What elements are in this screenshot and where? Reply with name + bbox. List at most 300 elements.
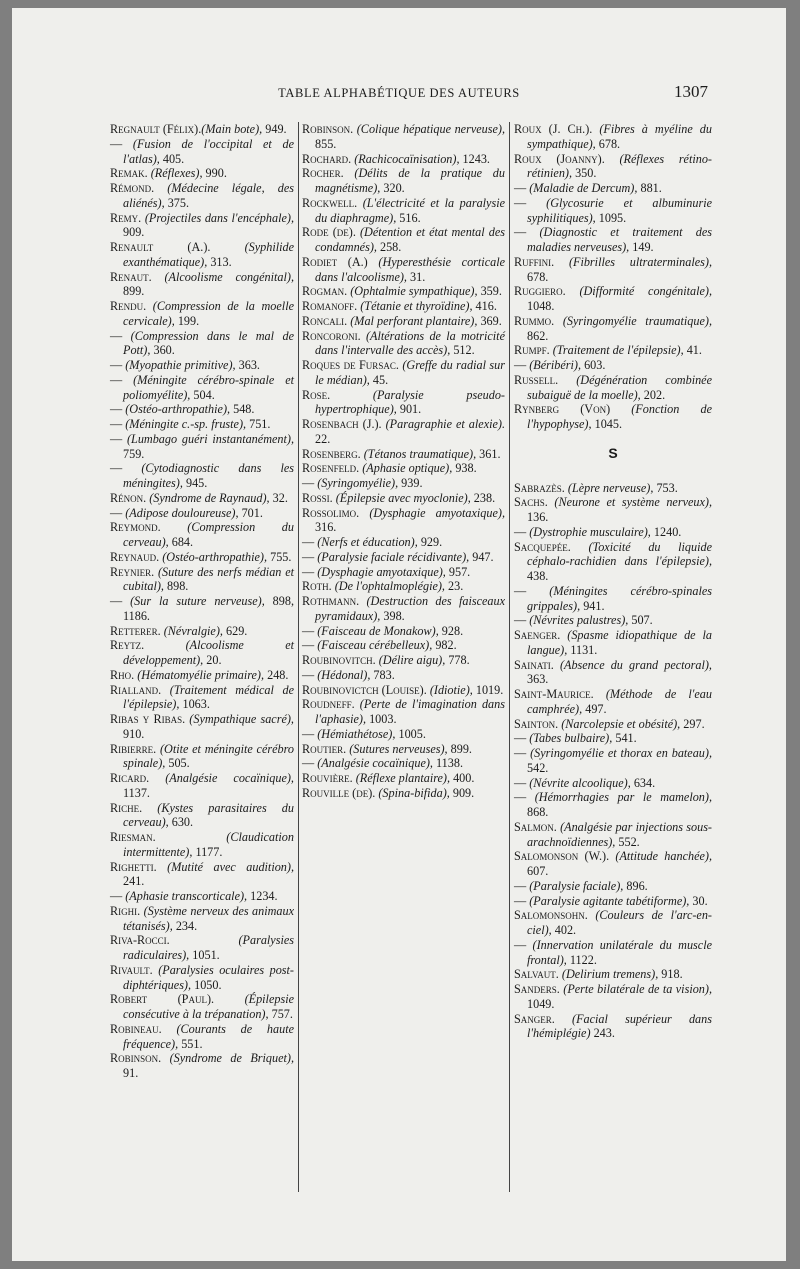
index-entry bbox=[514, 481, 712, 496]
page-reference: 504. bbox=[190, 387, 215, 402]
page-reference: 313. bbox=[207, 254, 232, 269]
page-reference: 990. bbox=[202, 166, 227, 181]
running-header-title: TABLE ALPHABÉTIQUE DES AUTEURS bbox=[278, 86, 520, 100]
author-name: Reymond. bbox=[110, 520, 188, 535]
article-title: (Traitement de l'épilepsie), bbox=[552, 343, 684, 358]
page-reference: 248. bbox=[264, 667, 289, 682]
author-name: Rynberg (Von) bbox=[514, 402, 632, 417]
article-title: (Réflexes rétino-rétinien), bbox=[527, 151, 712, 181]
article-title: (Ostéo-arthropathie), bbox=[125, 402, 231, 417]
page-reference: 552. bbox=[615, 834, 640, 849]
article-title: (Destruction des faisceaux pyramidaux), bbox=[315, 594, 505, 623]
article-title: (Syringomyélie et thorax en bateau), bbox=[530, 746, 713, 760]
article-title: (Méthode de l'eau camphrée), bbox=[527, 687, 712, 716]
index-entry bbox=[302, 299, 505, 314]
article-title: (Syringomyélie traumatique), bbox=[562, 313, 712, 328]
index-entry bbox=[110, 594, 294, 624]
author-name: Rossi. bbox=[302, 490, 336, 505]
index-entry bbox=[110, 742, 294, 772]
article-title: (Adipose douloureuse), bbox=[125, 505, 239, 520]
author-name: Routier. bbox=[302, 741, 350, 756]
page-reference: 136. bbox=[527, 510, 549, 524]
author-name: — bbox=[514, 731, 530, 746]
author-name: Rothmann. bbox=[302, 594, 367, 608]
article-title: (Narcolepsie et obésité), bbox=[561, 716, 681, 731]
article-title: (Myopathie primitive), bbox=[125, 358, 236, 372]
index-entry bbox=[110, 933, 294, 963]
page-reference: 360. bbox=[150, 343, 175, 358]
author-name: Remy. bbox=[110, 210, 145, 225]
page-reference: 939. bbox=[398, 476, 423, 490]
index-entry bbox=[302, 358, 505, 388]
article-title: (Compression de la moelle cervicale), bbox=[123, 299, 294, 328]
page-reference: 316. bbox=[315, 520, 337, 535]
author-name: — bbox=[302, 549, 318, 564]
index-entry bbox=[514, 731, 712, 746]
author-name: Russell. bbox=[514, 372, 577, 387]
author-name: — bbox=[302, 756, 318, 771]
index-entry bbox=[302, 742, 505, 757]
index-entry bbox=[110, 329, 294, 359]
page-reference: 548. bbox=[230, 402, 255, 417]
page-reference: 629. bbox=[222, 623, 248, 638]
index-entry bbox=[302, 314, 505, 329]
article-title: (Médecine légale, des aliénés), bbox=[123, 181, 294, 210]
article-title: (Idiotie), bbox=[429, 682, 473, 697]
author-name: Rivault. bbox=[110, 962, 159, 977]
author-name: Rendu. bbox=[110, 299, 153, 313]
page-reference: 751. bbox=[246, 417, 271, 431]
article-title: (Traitement médical de l'épilepsie), bbox=[123, 682, 294, 712]
author-name: Saenger. bbox=[514, 628, 568, 642]
index-entry bbox=[110, 624, 294, 639]
page-reference: 541. bbox=[612, 731, 637, 746]
author-name: Rocher. bbox=[302, 166, 355, 181]
index-column-1 bbox=[110, 122, 294, 1192]
page-number: 1307 bbox=[674, 82, 708, 101]
article-title: (Sur la suture nerveuse), bbox=[130, 594, 265, 608]
index-entry bbox=[110, 137, 294, 167]
article-title: (Syndrome de Briquet), bbox=[169, 1051, 294, 1066]
author-name: Sainton. bbox=[514, 716, 562, 731]
page-reference: 1095. bbox=[595, 210, 627, 225]
author-name: — bbox=[302, 564, 318, 579]
article-title: (Réflexes), bbox=[150, 166, 203, 181]
article-title: (Syphilide exanthématique), bbox=[123, 240, 294, 269]
article-title: (Épilepsie avec myoclonie), bbox=[335, 490, 471, 505]
article-title: (Fibrilles ultraterminales), bbox=[568, 254, 713, 269]
page-reference: 241. bbox=[123, 874, 145, 889]
index-entry bbox=[110, 889, 294, 904]
article-title: (Ostéo-arthropathie), bbox=[162, 549, 268, 564]
page-reference: 1122. bbox=[566, 952, 597, 967]
page-reference: 918. bbox=[658, 967, 683, 982]
author-name: Sanger. bbox=[514, 1011, 573, 1026]
author-name: Riesman. bbox=[110, 830, 227, 844]
page-reference: 949. bbox=[262, 122, 287, 136]
index-entry bbox=[302, 476, 505, 491]
author-name: Ricard. bbox=[110, 771, 166, 785]
index-entry bbox=[302, 506, 505, 536]
index-entry bbox=[110, 240, 294, 270]
author-name: — bbox=[514, 893, 530, 908]
author-name: Rho. bbox=[110, 667, 138, 682]
index-entry bbox=[514, 776, 712, 791]
article-title: (Faisceau cérébelleux), bbox=[317, 638, 433, 653]
page-reference: 416. bbox=[472, 299, 497, 313]
article-title: (Système nerveux des animaux tétanisés), bbox=[123, 903, 294, 933]
index-entry bbox=[514, 152, 712, 182]
author-name: Salmon. bbox=[514, 819, 561, 834]
index-entry bbox=[110, 904, 294, 934]
page-reference: 199. bbox=[174, 313, 200, 328]
article-title: (Paralysie faciale récidivante), bbox=[317, 549, 470, 564]
page-reference: 320. bbox=[380, 181, 405, 195]
author-name: Roth. bbox=[302, 579, 335, 594]
author-name: — bbox=[110, 417, 126, 431]
page-reference: 899. bbox=[123, 284, 145, 299]
page-reference: 755. bbox=[267, 549, 292, 564]
article-title: (Lèpre nerveuse), bbox=[567, 480, 654, 495]
page-reference: 30. bbox=[689, 893, 708, 908]
page-reference: 947. bbox=[469, 549, 494, 564]
index-entry bbox=[514, 613, 712, 628]
index-entry bbox=[302, 624, 505, 639]
author-name: — bbox=[302, 726, 318, 741]
author-name: — bbox=[514, 878, 530, 893]
index-entry bbox=[302, 388, 505, 418]
index-entry bbox=[514, 879, 712, 894]
author-name: Ruffini. bbox=[514, 254, 569, 269]
article-title: (Hémorrhagies par le mamelon), bbox=[534, 790, 712, 805]
page-reference: 862. bbox=[527, 328, 549, 343]
page-reference: 1243. bbox=[459, 151, 490, 166]
article-title: (Tétanos traumatique), bbox=[363, 446, 477, 461]
article-title: (Tabes bulbaire), bbox=[529, 731, 613, 746]
article-title: (Delirium tremens), bbox=[561, 967, 659, 982]
index-entry bbox=[110, 491, 294, 506]
article-title: (Paralysies oculaires post-diphtériques), bbox=[123, 962, 294, 992]
author-name: — bbox=[302, 535, 318, 549]
article-title: (Dysphagie amyotaxique), bbox=[317, 564, 446, 579]
article-title: (Méningites cérébro-spinales grippales), bbox=[527, 583, 713, 613]
author-name: Rockwell. bbox=[302, 195, 363, 210]
article-title: (Tétanie et thyroïdine), bbox=[360, 299, 473, 313]
index-entry bbox=[514, 746, 712, 776]
page-reference: 400. bbox=[450, 771, 475, 785]
index-entry bbox=[302, 579, 505, 594]
index-entry bbox=[514, 717, 712, 732]
page-reference: 258. bbox=[376, 240, 402, 254]
article-title: (Lumbago guéri instantanément), bbox=[126, 431, 294, 446]
article-title: (Attitude hanchée), bbox=[615, 849, 712, 864]
index-entry bbox=[110, 461, 294, 491]
index-entry bbox=[110, 638, 294, 668]
page-reference: 234. bbox=[172, 918, 198, 933]
author-name: Rouvière. bbox=[302, 771, 356, 785]
index-entry bbox=[110, 860, 294, 890]
index-entry bbox=[514, 402, 712, 432]
page-reference: 350. bbox=[572, 166, 597, 181]
article-title: (Ophtalmie sympathique), bbox=[350, 284, 478, 299]
index-entry bbox=[514, 982, 712, 1012]
page-reference: 91. bbox=[123, 1066, 139, 1080]
index-entry bbox=[302, 697, 505, 727]
article-title: (Compression dans le mal de Pott), bbox=[123, 328, 294, 358]
index-entry bbox=[302, 152, 505, 167]
article-title: (Maladie de Dercum), bbox=[529, 181, 638, 195]
index-entry bbox=[302, 668, 505, 683]
author-name: — bbox=[302, 667, 318, 682]
page-reference: 868. bbox=[527, 805, 549, 819]
author-name: Riva-Rocci. bbox=[110, 933, 239, 948]
author-name: Rosenbach (J.). bbox=[302, 417, 386, 431]
index-entry bbox=[110, 299, 294, 329]
page-reference: 1138. bbox=[432, 756, 464, 771]
article-title: (Paragraphie et alexie). bbox=[385, 417, 505, 431]
index-entry bbox=[302, 255, 505, 285]
author-name: Remak. bbox=[110, 166, 151, 181]
author-name: Regnault (Félix). bbox=[110, 122, 202, 136]
article-title: (Perte de l'imagination dans l'aphasie), bbox=[315, 697, 505, 726]
index-entry bbox=[514, 525, 712, 540]
page-reference: 297. bbox=[680, 716, 705, 731]
page-reference: 896. bbox=[623, 878, 648, 893]
author-name: Sainati. bbox=[514, 657, 560, 672]
author-name: Roncali. bbox=[302, 313, 351, 328]
page-reference: 375. bbox=[164, 195, 190, 210]
index-entry bbox=[514, 584, 712, 614]
page-reference: 1131. bbox=[567, 642, 598, 657]
author-name: — bbox=[110, 136, 133, 151]
article-title: (Névralgie), bbox=[163, 623, 223, 638]
page-reference: 1049. bbox=[527, 996, 555, 1011]
article-title: (Névrites palustres), bbox=[529, 613, 629, 628]
page-reference: 783. bbox=[370, 667, 395, 682]
column-divider bbox=[298, 122, 299, 1192]
author-name: Rogman. bbox=[302, 284, 351, 299]
index-entry bbox=[110, 801, 294, 831]
page-reference: 898. bbox=[163, 579, 189, 594]
author-name: — bbox=[110, 461, 142, 476]
author-name: Rouville (de). bbox=[302, 785, 379, 800]
page-reference: 32. bbox=[269, 490, 288, 505]
author-name: Ruggiero. bbox=[514, 284, 580, 299]
author-name: — bbox=[302, 623, 318, 638]
page-reference: 23. bbox=[444, 579, 464, 594]
page-reference: 759. bbox=[123, 446, 145, 461]
page-reference: 678. bbox=[595, 136, 621, 151]
author-name: — bbox=[514, 181, 530, 195]
index-entry bbox=[302, 417, 505, 447]
article-title: (Facial supérieur dans l'hémiplégie) bbox=[527, 1011, 712, 1041]
article-title: (Fonction de l'hypophyse), bbox=[527, 402, 712, 431]
author-name: Sabrazès. bbox=[514, 480, 568, 495]
article-title: (Faisceau de Monakow), bbox=[317, 623, 439, 638]
page-reference: 402. bbox=[551, 923, 577, 937]
author-name: Rochard. bbox=[302, 151, 355, 166]
author-name: Sachs. bbox=[514, 495, 555, 510]
article-title: (Couleurs de l'arc-en-ciel), bbox=[527, 908, 712, 937]
page-reference: 684. bbox=[168, 535, 194, 549]
article-title: (Dysphagie amyotaxique), bbox=[369, 505, 505, 520]
document-page bbox=[12, 8, 786, 1261]
author-name: Robert (Paul). bbox=[110, 992, 245, 1007]
page-reference: 1177. bbox=[192, 844, 223, 859]
article-title: (L'électricité et la paralysie du diaphragme), bbox=[315, 195, 506, 225]
page-reference: 1019. bbox=[472, 682, 504, 697]
article-title: (Otite et méningite cérébro spinale), bbox=[123, 741, 294, 771]
index-entry bbox=[302, 786, 505, 801]
page-reference: 149. bbox=[629, 240, 654, 254]
page-reference: 630. bbox=[168, 815, 194, 830]
index-entry bbox=[110, 506, 294, 521]
article-title: (Délits de la pratique du magnétisme), bbox=[315, 166, 505, 195]
author-name: — bbox=[514, 790, 535, 805]
index-entry bbox=[110, 712, 294, 742]
author-name: — bbox=[110, 505, 126, 520]
index-entry bbox=[302, 594, 505, 624]
index-entry bbox=[302, 196, 505, 226]
author-name: Rénon. bbox=[110, 490, 150, 505]
article-title: (Épilepsie consécutive à la trépanation), bbox=[123, 992, 294, 1021]
index-entry bbox=[110, 830, 294, 860]
index-entry bbox=[514, 687, 712, 717]
page-reference: 855. bbox=[315, 136, 337, 151]
author-name: Roux (Joanny). bbox=[514, 151, 620, 166]
page-reference: 901. bbox=[396, 402, 422, 417]
index-entry bbox=[514, 540, 712, 584]
index-entry bbox=[110, 166, 294, 181]
article-title: (Paralysie pseudo-hypertrophique), bbox=[315, 387, 505, 417]
article-title: (Syringomyélie), bbox=[317, 476, 399, 490]
page-reference: 929. bbox=[417, 535, 443, 549]
page-reference: 238. bbox=[470, 490, 496, 505]
article-title: (Rachicocaïnisation), bbox=[354, 151, 460, 166]
article-title: (Méningite c.-sp. fruste), bbox=[125, 417, 247, 431]
index-entry bbox=[514, 967, 712, 982]
author-name: Robinson. bbox=[110, 1051, 170, 1066]
index-entry bbox=[514, 820, 712, 850]
section-letter: S bbox=[608, 444, 618, 461]
article-title: (Diagnostic et traitement des maladies nerveuses), bbox=[527, 225, 712, 254]
article-title: (Claudication intermittente), bbox=[123, 830, 294, 859]
article-title: (Neurone et système nerveux), bbox=[554, 495, 712, 510]
author-name: — bbox=[110, 402, 126, 417]
page-reference: 941. bbox=[580, 598, 605, 613]
index-entry bbox=[110, 963, 294, 993]
page-reference: 881. bbox=[637, 181, 662, 195]
index-entry bbox=[110, 181, 294, 211]
index-entry bbox=[110, 417, 294, 432]
article-title: (Greffe du radial sur le médian), bbox=[315, 358, 505, 387]
article-title: (Alcoolisme et développement), bbox=[123, 638, 294, 667]
author-name: Salomonsohn. bbox=[514, 908, 596, 923]
index-entry bbox=[514, 314, 712, 344]
article-title: (Suture des nerfs médian et cubital), bbox=[123, 564, 294, 594]
article-title: (Analgésie cocaïnique), bbox=[165, 771, 294, 785]
page-reference: 899. bbox=[447, 741, 472, 756]
page-reference: 369. bbox=[477, 313, 502, 328]
page-reference: 778. bbox=[445, 653, 470, 667]
author-name: — bbox=[514, 613, 530, 628]
author-name: Sacquepée. bbox=[514, 539, 589, 554]
index-entry bbox=[302, 491, 505, 506]
index-entry bbox=[514, 1012, 712, 1042]
page-reference: 542. bbox=[527, 760, 549, 775]
author-name: Reynaud. bbox=[110, 549, 163, 564]
page-reference: 957. bbox=[445, 564, 471, 579]
article-title: (Syndrome de Raynaud), bbox=[149, 490, 270, 505]
article-title: (Béribéri), bbox=[529, 358, 582, 372]
page-reference: 31. bbox=[406, 269, 426, 284]
index-entry bbox=[514, 358, 712, 373]
index-entry bbox=[514, 255, 712, 285]
article-title: (Détention et état mental des condamnés), bbox=[315, 225, 506, 254]
author-name: Robineau. bbox=[110, 1021, 177, 1036]
author-name: Salomonson (W.). bbox=[514, 849, 616, 864]
index-entry bbox=[514, 181, 712, 196]
author-name: Rose. bbox=[302, 387, 373, 402]
index-entry bbox=[302, 683, 505, 698]
index-entry bbox=[514, 495, 712, 525]
page-reference: 898, 1186. bbox=[123, 594, 295, 623]
author-name: Righi. bbox=[110, 903, 144, 918]
article-title: (Main bote), bbox=[201, 122, 263, 136]
page-reference: 405. bbox=[159, 151, 185, 166]
page-reference: 909. bbox=[449, 785, 475, 800]
article-title: (Hédonal), bbox=[317, 667, 371, 682]
page-reference: 243. bbox=[590, 1026, 615, 1041]
author-name: Rialland. bbox=[110, 682, 170, 697]
index-entry bbox=[110, 668, 294, 683]
author-name: — bbox=[110, 431, 127, 446]
author-name: — bbox=[514, 524, 530, 539]
index-entry bbox=[110, 550, 294, 565]
author-name: — bbox=[514, 583, 550, 598]
page-reference: 1234. bbox=[247, 889, 278, 903]
author-name: Righetti. bbox=[110, 859, 168, 874]
index-entry bbox=[302, 461, 505, 476]
index-entry bbox=[514, 196, 712, 226]
author-name: — bbox=[514, 225, 540, 240]
article-title: (Paralysies radiculaires), bbox=[123, 933, 294, 962]
article-title: (Perte bilatérale de ta vision), bbox=[563, 982, 712, 996]
page-reference: 361. bbox=[476, 446, 501, 461]
index-entry bbox=[514, 849, 712, 879]
author-name: Robinson. bbox=[302, 122, 357, 136]
index-entry bbox=[110, 432, 294, 462]
article-title: (Alcoolisme congénital), bbox=[164, 269, 294, 284]
author-name: Ribas y Ribas. bbox=[110, 712, 190, 726]
page-reference: 634. bbox=[630, 775, 656, 790]
author-name: Roques de Fursac. bbox=[302, 358, 403, 372]
index-entry bbox=[514, 122, 712, 152]
page-reference: 1045. bbox=[591, 417, 623, 431]
index-entry bbox=[110, 683, 294, 713]
author-name: — bbox=[110, 889, 126, 903]
page-reference: 45. bbox=[369, 372, 389, 387]
author-name: Saint-Maurice. bbox=[514, 687, 606, 701]
page-reference: 757. bbox=[268, 1007, 293, 1021]
author-name: Rumpf. bbox=[514, 343, 553, 358]
author-name: Roubinovitch. bbox=[302, 653, 379, 667]
author-name: — bbox=[110, 328, 131, 343]
index-entry bbox=[514, 658, 712, 688]
article-title: (Colique hépatique nerveuse), bbox=[356, 122, 505, 136]
page-reference: 1240. bbox=[650, 524, 682, 539]
page-reference: 1063. bbox=[179, 697, 210, 712]
